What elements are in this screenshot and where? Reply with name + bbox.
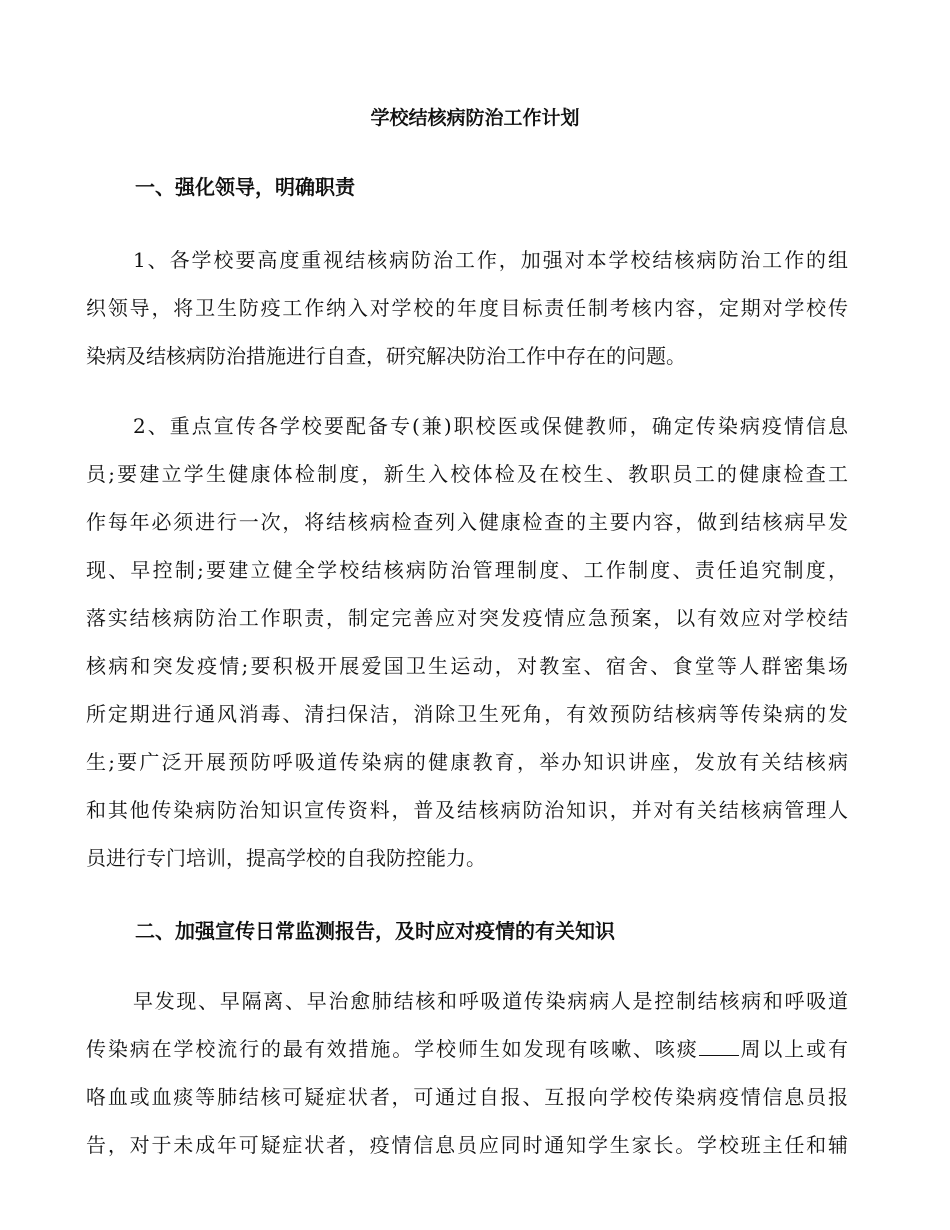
paragraph-line: 2、重点宣传各学校要配备专(兼)职校医或保健教师，确定传染病疫情信息 [133, 414, 848, 438]
paragraph-line: 咯血或血痰等肺结核可疑症状者，可通过自报、互报向学校传染病疫情信息员报 [86, 1085, 848, 1109]
paragraph-line: 所定期进行通风消毒、清扫保洁，消除卫生死角，有效预防结核病等传染病的发 [86, 702, 848, 726]
paragraph-line [86, 1025, 848, 1073]
section-2-heading: 二、加强宣传日常监测报告，及时应对疫情的有关知识 [135, 919, 615, 943]
paragraph-line: 核病和突发疫情;要积极开展爱国卫生运动，对教室、宿舍、食堂等人群密集场 [86, 654, 848, 678]
section-1-heading: 一、强化领导，明确职责 [135, 175, 355, 199]
paragraph-line: 早发现、早隔离、早治愈肺结核和呼吸道传染病病人是控制结核病和呼吸道 [133, 989, 848, 1013]
line-text-before-blank: 传染病在学校流行的最有效措施。学校师生如发现有咳嗽、咳痰 [86, 1037, 699, 1061]
paragraph-line: 织领导，将卫生防疫工作纳入对学校的年度目标责任制考核内容，定期对学校传 [86, 296, 848, 320]
paragraph-line: 员;要建立学生健康体检制度，新生入校体检及在校生、教职员工的健康检查工 [86, 462, 848, 486]
paragraph-line: 告，对于未成年可疑症状者，疫情信息员应同时通知学生家长。学校班主任和辅 [86, 1133, 848, 1157]
paragraph-line: 现、早控制;要建立健全学校结核病防治管理制度、工作制度、责任追究制度， [86, 558, 848, 582]
paragraph-line: 生;要广泛开展预防呼吸道传染病的健康教育，举办知识讲座，发放有关结核病 [86, 750, 848, 774]
section-1-paragraph-1 [86, 236, 848, 380]
line-text-after-blank: 周以上或有 [738, 1037, 848, 1061]
paragraph-line: 作每年必须进行一次，将结核病检查列入健康检查的主要内容，做到结核病早发 [86, 510, 848, 534]
fill-in-blank [699, 1037, 739, 1056]
paragraph-line: 和其他传染病防治知识宣传资料，普及结核病防治知识，并对有关结核病管理人 [86, 798, 848, 822]
document-title: 学校结核病防治工作计划 [370, 107, 580, 129]
paragraph-line: 1、各学校要高度重视结核病防治工作，加强对本学校结核病防治工作的组 [133, 248, 848, 272]
paragraph-line: 员进行专门培训，提高学校的自我防控能力。 [86, 846, 486, 870]
section-2-paragraph-1 [86, 977, 848, 1169]
paragraph-line: 落实结核病防治工作职责，制定完善应对突发疫情应急预案，以有效应对学校结 [86, 606, 848, 630]
section-1-paragraph-2 [86, 402, 848, 882]
paragraph-line: 染病及结核病防治措施进行自查，研究解决防治工作中存在的问题。 [86, 344, 686, 368]
